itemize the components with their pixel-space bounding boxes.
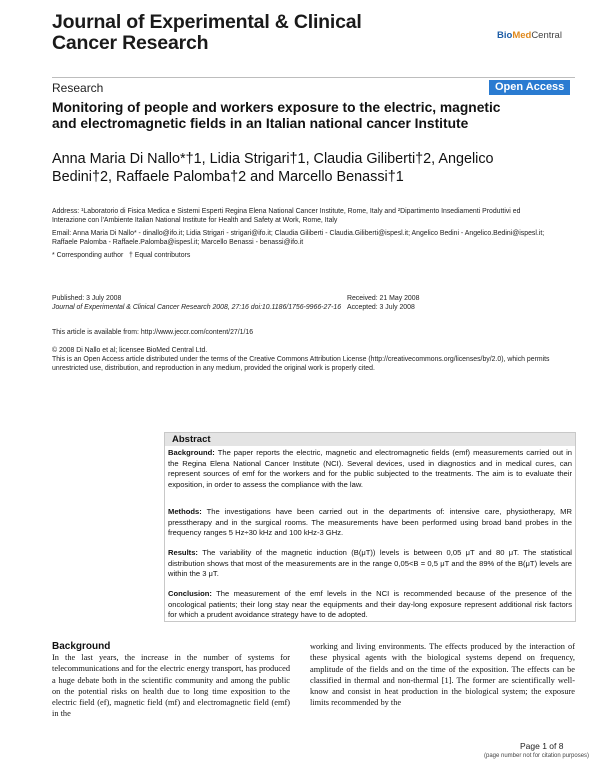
page-number-note: (page number not for citation purposes) bbox=[484, 753, 590, 759]
journal-title bbox=[52, 12, 362, 54]
accepted-date: Accepted: 3 July 2008 bbox=[347, 304, 415, 311]
author-list: Anna Maria Di Nallo*†1, Lidia Strigari†1, Claudia Giliberti†2, Angelico Bedini†2, Raffaele Palomba†2 and Marcello Benassi†1 bbox=[52, 151, 494, 185]
abstract-conclusion bbox=[168, 589, 572, 621]
abstract-results-text: The variability of the magnetic induction (B(μT)) levels is between 0,05 μT and 80 μT. The statistical distribution shows that most of the measurements are in the range 0,05<B = 0,5 μT and the 89% of the B(μT) levels are within the 3 μT. bbox=[168, 548, 572, 578]
article-url[interactable]: This article is available from: http://www.jeccr.com/content/27/1/16 bbox=[52, 329, 254, 336]
abstract-background-text: The paper reports the electric, magnetic and electromagnetic fields (emf) measurements carried out in the Regina Elena National Cancer Institute (NCI). Several devices, used in diagnostics and in medical cures, can represent sources of emf for the workers and for the public subjected to the treatments. The aim is to evaluate their exposition, in order to assess the compliance with the law. bbox=[168, 448, 572, 489]
license-info bbox=[52, 346, 562, 373]
journal-title-line1: Journal of Experimental & Clinical bbox=[52, 11, 362, 33]
abstract-background-label: Background: bbox=[168, 448, 215, 457]
abstract-header-bar bbox=[165, 433, 575, 446]
abstract-title: Abstract bbox=[172, 434, 211, 445]
logo-med: Med bbox=[512, 30, 532, 41]
abstract-methods-label: Methods: bbox=[168, 507, 202, 516]
body-column-left: In the last years, the increase in the number of systems for telecommunications and for the electric energy transport, has produced a huge debate both in the scientific community and among the public on the potential risks on health due to long time exposition to the electric field (ef), magnetic field (mf) and electromagnetic field (emf) in the bbox=[52, 653, 290, 719]
author-emails: Email: Anna Maria Di Nallo* - dinallo@ifo.it; Lidia Strigari - strigari@ifo.it; Claudia Giliberti - Claudia.Giliberti@ispesl.it; Angelico Bedini - Angelico.Bedini@ispesl.it; Raffaele Palomba - Raffaele.Palomba@ispesl.it; Marcello Benassi - benassi@ifo.it bbox=[52, 230, 545, 246]
abstract-conclusion-text: The measurement of the emf levels in the NCI is recommended because of the presence of the oncological patients; their long stay near the equipments and their day-long exposure represent additional risk factors for which a prudent avoidance strategy have to de adopted. bbox=[168, 589, 572, 619]
logo-central: Central bbox=[531, 30, 562, 41]
publication-info bbox=[52, 294, 342, 312]
journal-title-line2: Cancer Research bbox=[52, 32, 209, 54]
citation: Journal of Experimental & Clinical Cancer Research 2008, 27:16 doi:10.1186/1756-9966-27-16 bbox=[52, 304, 342, 311]
article-title: Monitoring of people and workers exposure to the electric, magnetic and electromagnetic fields in an Italian national cancer Institute bbox=[52, 100, 501, 131]
abstract-methods-text: The investigations have been carried out in the departments of: intensive care, physiotherapy, MR presstherapy and in the surgical rooms. The measurements have been performed using broad band probes in the frequency ranges 5 Hz÷30 kHz and 100 kHz-3 GHz. bbox=[168, 507, 572, 537]
corresponding-author-note: * Corresponding author bbox=[52, 252, 124, 259]
abstract-results bbox=[168, 548, 572, 580]
background-heading: Background bbox=[52, 641, 111, 652]
copyright: © 2008 Di Nallo et al; licensee BioMed Central Ltd. bbox=[52, 347, 208, 354]
open-access-badge: Open Access bbox=[489, 80, 570, 95]
page-number: Page 1 of 8 bbox=[520, 741, 564, 751]
author-address: Address: ¹Laboratorio di Fisica Medica e Sistemi Esperti Regina Elena National Cancer Institute, Rome, Italy and ²Dipartimento Insediamenti Produttivi ed Interazione con l'Ambiente Italian National Institute for Health and Safety at Work, Rome, Italy bbox=[52, 208, 521, 224]
equal-contributors-note: † Equal contributors bbox=[129, 252, 191, 259]
abstract-conclusion-label: Conclusion: bbox=[168, 589, 212, 598]
section-label: Research bbox=[52, 81, 104, 95]
published-date: Published: 3 July 2008 bbox=[52, 295, 122, 302]
biomed-central-logo bbox=[497, 30, 562, 41]
body-column-right: working and living environments. The effects produced by the interaction of these physical agents with the biological systems depend on frequency, amplitude of the fields and on the time of the exposition. The effects can be classified in thermal and non-thermal [1]. The former are scientifically well-know and consist in heat production in the biological system; the exposure limits recommended by the bbox=[310, 642, 575, 708]
logo-bio: Bio bbox=[497, 30, 513, 41]
author-notes bbox=[52, 251, 552, 260]
abstract-background bbox=[168, 448, 572, 490]
received-date: Received: 21 May 2008 bbox=[347, 295, 420, 302]
abstract-results-label: Results: bbox=[168, 548, 198, 557]
license-text: This is an Open Access article distributed under the terms of the Creative Commons Attribution License (http://creativecommons.org/licenses/by/2.0), which permits unrestricted use, distribution, and reproduction in any medium, provided the original work is properly cited. bbox=[52, 356, 550, 372]
section-divider bbox=[52, 77, 575, 78]
abstract-methods bbox=[168, 507, 572, 539]
submission-dates bbox=[347, 294, 497, 312]
